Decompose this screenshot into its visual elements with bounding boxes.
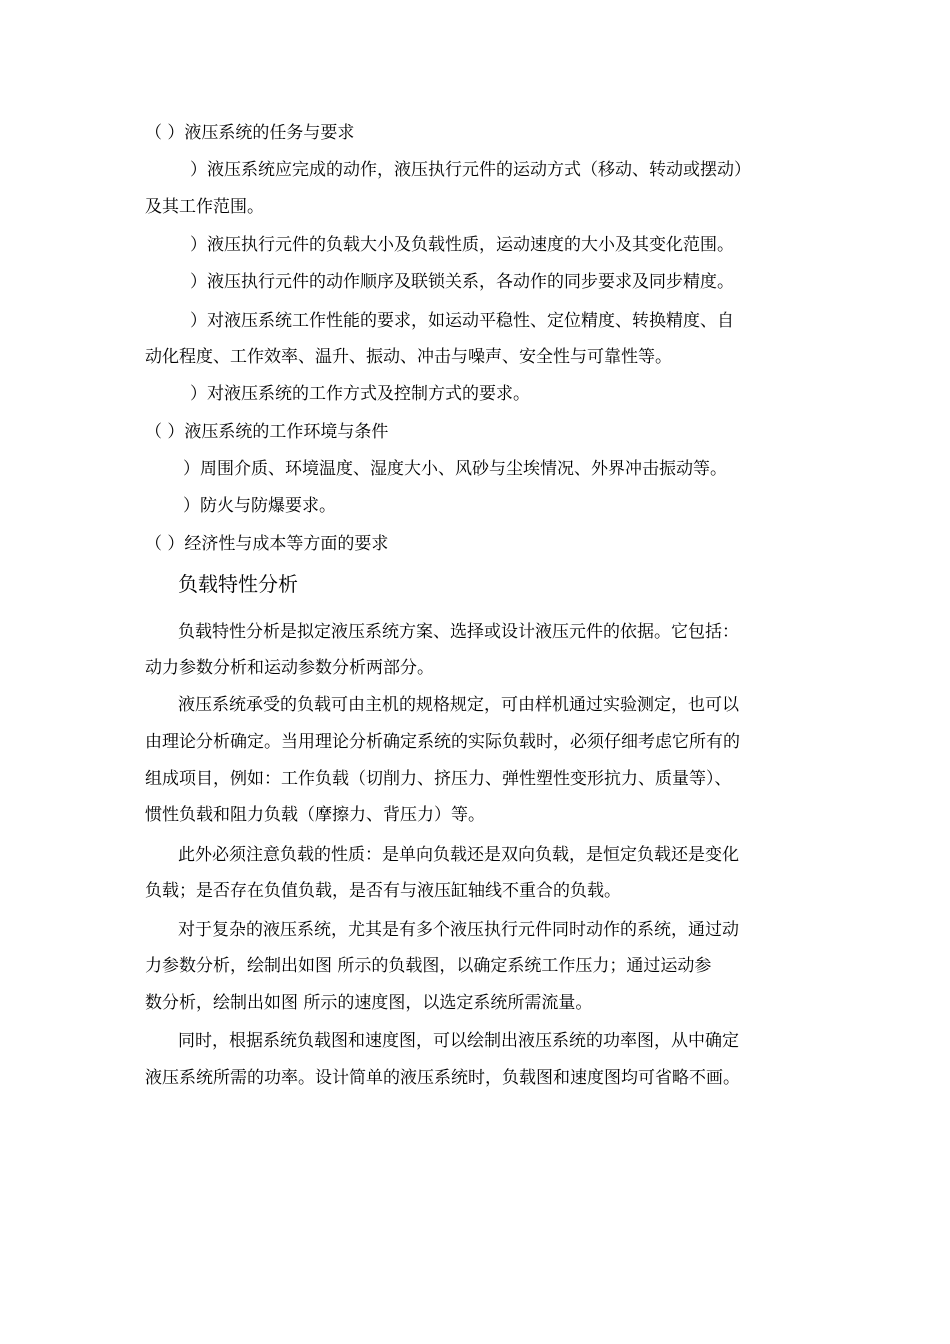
section-heading-tasks: （ ）液压系统的任务与要求 xyxy=(145,123,355,143)
paragraph-line: 动化程度、工作效率、温升、振动、冲击与噪声、安全性与可靠性等。 xyxy=(145,347,672,367)
heading-load-analysis: 负载特性分析 xyxy=(178,572,298,596)
paragraph-line: ）液压系统应完成的动作，液压执行元件的运动方式（移动、转动或摆动） xyxy=(190,160,751,180)
paragraph-line: 及其工作范围。 xyxy=(145,197,264,217)
paragraph-line: 组成项目，例如：工作负载（切削力、挤压力、弹性塑性变形抗力、质量等）、 xyxy=(145,769,732,789)
section-heading-economy: （ ）经济性与成本等方面的要求 xyxy=(145,534,389,554)
paragraph-line: 由理论分析确定。当用理论分析确定系统的实际负载时，必须仔细考虑它所有的 xyxy=(145,732,740,752)
paragraph-line: ）液压执行元件的负载大小及负载性质，运动速度的大小及其变化范围。 xyxy=(190,235,734,255)
paragraph-line: 力参数分析，绘制出如图 所示的负载图，以确定系统工作压力；通过运动参 xyxy=(145,956,712,976)
paragraph-line: 对于复杂的液压系统，尤其是有多个液压执行元件同时动作的系统，通过动 xyxy=(178,920,739,940)
paragraph-line: ）对液压系统的工作方式及控制方式的要求。 xyxy=(190,384,530,404)
paragraph-line: 同时，根据系统负载图和速度图，可以绘制出液压系统的功率图，从中确定 xyxy=(178,1031,739,1051)
paragraph-line: 动力参数分析和运动参数分析两部分。 xyxy=(145,658,434,678)
paragraph-line: 此外必须注意负载的性质：是单向负载还是双向负载，是恒定负载还是变化 xyxy=(178,845,739,865)
paragraph-line: 负载；是否存在负值负载，是否有与液压缸轴线不重合的负载。 xyxy=(145,881,621,901)
paragraph-line: ）液压执行元件的动作顺序及联锁关系，各动作的同步要求及同步精度。 xyxy=(190,272,734,292)
paragraph-line: ）防火与防爆要求。 xyxy=(183,496,336,516)
paragraph-line: 惯性负载和阻力负载（摩擦力、背压力）等。 xyxy=(145,805,485,825)
paragraph-line: ）周围介质、环境温度、湿度大小、风砂与尘埃情况、外界冲击振动等。 xyxy=(183,459,727,479)
paragraph-line: 液压系统承受的负载可由主机的规格规定，可由样机通过实验测定，也可以 xyxy=(178,695,739,715)
paragraph-line: ）对液压系统工作性能的要求，如运动平稳性、定位精度、转换精度、自 xyxy=(190,311,734,331)
paragraph-line: 数分析，绘制出如图 所示的速度图，以选定系统所需流量。 xyxy=(145,993,593,1013)
section-heading-environment: （ ）液压系统的工作环境与条件 xyxy=(145,422,389,442)
paragraph-line: 负载特性分析是拟定液压系统方案、选择或设计液压元件的依据。它包括： xyxy=(178,622,739,642)
paragraph-line: 液压系统所需的功率。设计简单的液压系统时，负载图和速度图均可省略不画。 xyxy=(145,1068,740,1088)
